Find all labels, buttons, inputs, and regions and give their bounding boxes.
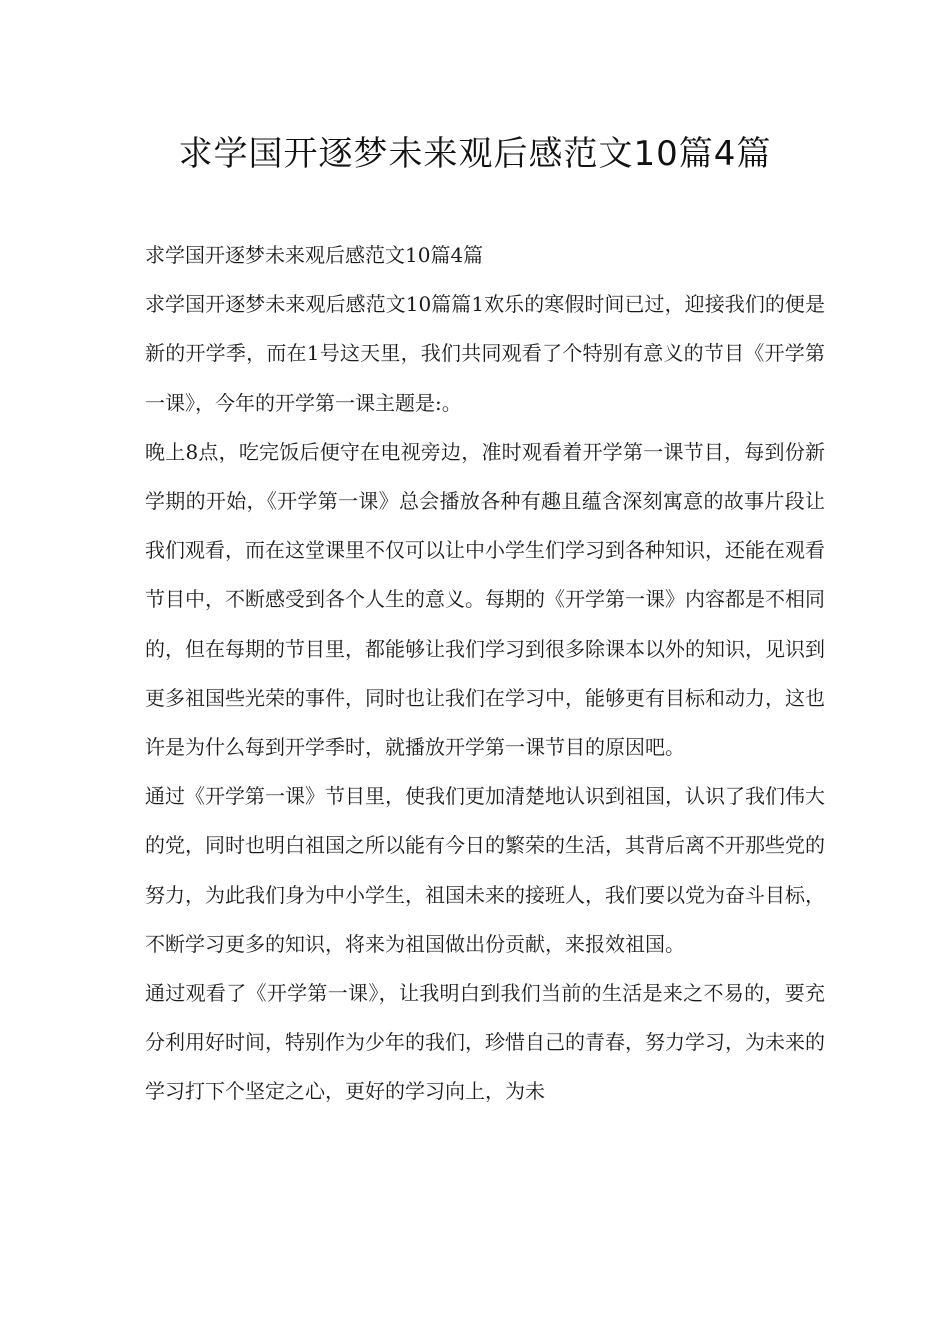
- paragraph-subtitle: 求学国开逐梦未来观后感范文10篇4篇: [145, 243, 484, 267]
- document-title: 求学国开逐梦未来观后感范文10篇4篇: [178, 134, 772, 174]
- document-body: [145, 231, 825, 1117]
- paragraph: 晚上8点，吃完饭后便守在电视旁边，准时观看着开学第一课节目，每到份新学期的开始，《开学第一课》总会播放各种有趣且蕴含深刻寓意的故事片段让我们观看，而在这堂课里不仅可以让中小学生们学习到各种知识，还能在观看节目中，不断感受到各个人生的意义。每期的《开学第一课》内容都是不相同的，但在每期的节目里，都能够让我们学习到很多除课本以外的知识，见识到更多祖国些光荣的事件，同时也让我们在学习中，能够更有目标和动力，这也许是为什么每到开学季时，就播放开学第一课节目的原因吧。: [145, 439, 825, 760]
- paragraph: 通过观看了《开学第一课》，让我明白到我们当前的生活是来之不易的，要充分利用好时间，特别作为少年的我们，珍惜自己的青春，努力学习，为未来的学习打下个坚定之心，更好的学习向上，为未: [145, 981, 825, 1104]
- paragraph: 求学国开逐梦未来观后感范文10篇篇1欢乐的寒假时间已过，迎接我们的便是新的开学季，而在1号这天里，我们共同观看了个特别有意义的节目《开学第一课》，今年的开学第一课主题是:。: [145, 292, 825, 415]
- paragraph: 通过《开学第一课》节目里，使我们更加清楚地认识到祖国，认识了我们伟大的党，同时也明白祖国之所以能有今日的繁荣的生活，其背后离不开那些党的努力，为此我们身为中小学生，祖国未来的接班人，我们要以党为奋斗目标，不断学习更多的知识，将来为祖国做出份贡献，来报效祖国。: [145, 784, 825, 956]
